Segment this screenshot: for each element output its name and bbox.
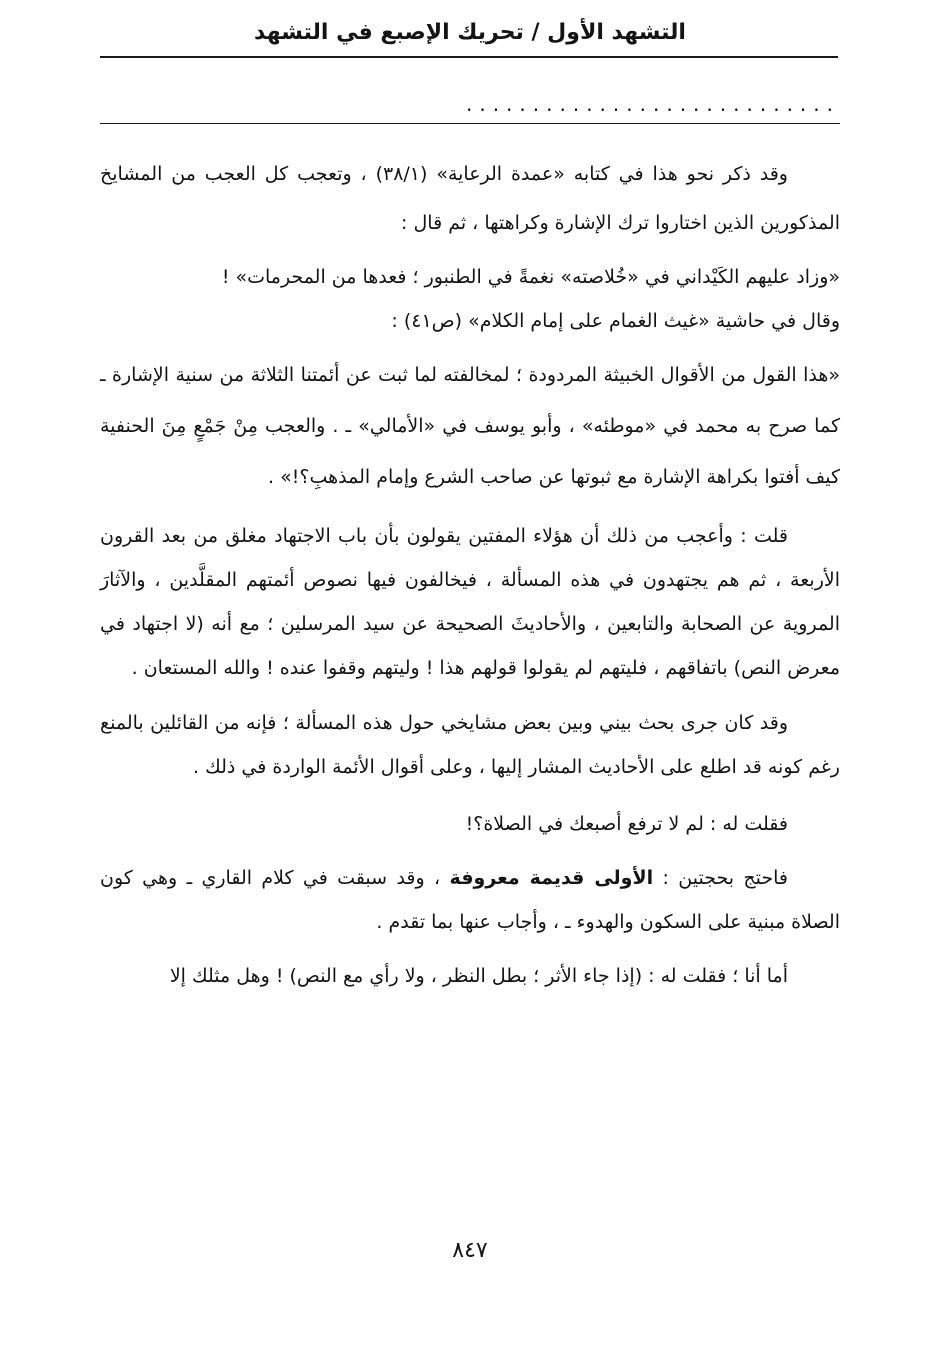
page-number: ٨٤٧ xyxy=(452,1238,488,1263)
paragraph-two-arguments xyxy=(100,856,840,944)
paragraph-discussion: وقد كان جرى بحث بيني وبين بعض مشايخي حول هذه المسألة ؛ فإنه من القائلين بالمنع رغم كونه قد اطلع على الأحاديث المشار إليها ، وعلى أقوال الأئمة الواردة في ذلك . xyxy=(100,712,840,778)
paragraph-question: فقلت له : لم لا ترفع أصبعك في الصلاة؟! xyxy=(465,813,788,835)
main-text xyxy=(100,150,840,998)
paragraph-two-arguments-rest: ، وقد سبقت في كلام القاري ـ وهي كون الصلاة مبنية على السكون والهدوء ـ ، وأجاب عنها بما تقدم . xyxy=(100,867,840,933)
paragraph-qultu: قلت : وأعجب من ذلك أن هؤلاء المفتين يقولون بأن باب الاجتهاد مغلق من بعد القرون الأربعة ، ثم هم يجتهدون في هذه المسألة ، فيخالفون فيها نصوص أئمتهم المقلَّدين ، والآثارَ المروية عن الصحابة والتابعين ، والأحاديثَ الصحيحة عن سيد المرسلين ؛ مع أنه (لا اجتهاد في معرض النص) باتفاقهم ، فليتهم لم يقولوا قولهم هذا ! وليتهم وقفوا عنده ! والله المستعان . xyxy=(100,525,840,679)
paragraph-hashiya: وقال في حاشية «غيث الغمام على إمام الكلام» (ص٤١) : xyxy=(391,310,840,332)
header-rule xyxy=(100,56,838,58)
paragraph-two-arguments-intro: فاحتج بحجتين : xyxy=(653,867,789,889)
paragraph-1: وقد ذكر نحو هذا في كتابه «عمدة الرعاية» (٣٨/١) ، وتعجب كل العجب من المشايخ المذكورين الذين اختاروا ترك الإشارة وكراهتها ، ثم قال : xyxy=(100,163,840,234)
paragraph-reply: أما أنا ؛ فقلت له : (إذا جاء الأثر ؛ بطل النظر ، ولا رأي مع النص) ! وهل مثلك إلا xyxy=(169,965,788,987)
running-header-title: التشهد الأول / تحريك الإصبع في التشهد xyxy=(254,20,686,45)
quote-ghayth-al-ghamam: «هذا القول من الأقوال الخبيثة المردودة ؛ لمخالفته لما ثبت عن أئمتنا الثلاثة من سنية الإشارة ـ كما صرح به محمد في «موطئه» ، وأبو يوسف في «الأمالي» ـ . والعجب مِنْ جَمْعٍ مِنَ الحنفية كيف أفتوا بكراهة الإشارة مع ثبوتها عن صاحب الشرع وإمام المذهبِ؟!» . xyxy=(100,364,840,488)
quote-kaydani: «وزاد عليهم الكَيْداني في «خُلاصته» نغمةً في الطنبور ؛ فعدها من المحرمات» ! xyxy=(221,266,840,288)
first-argument-label: الأولى قديمة معروفة xyxy=(449,867,654,889)
footnote-continuation-dots: ............................ xyxy=(465,93,840,115)
footnote-separator-rule xyxy=(100,123,840,124)
